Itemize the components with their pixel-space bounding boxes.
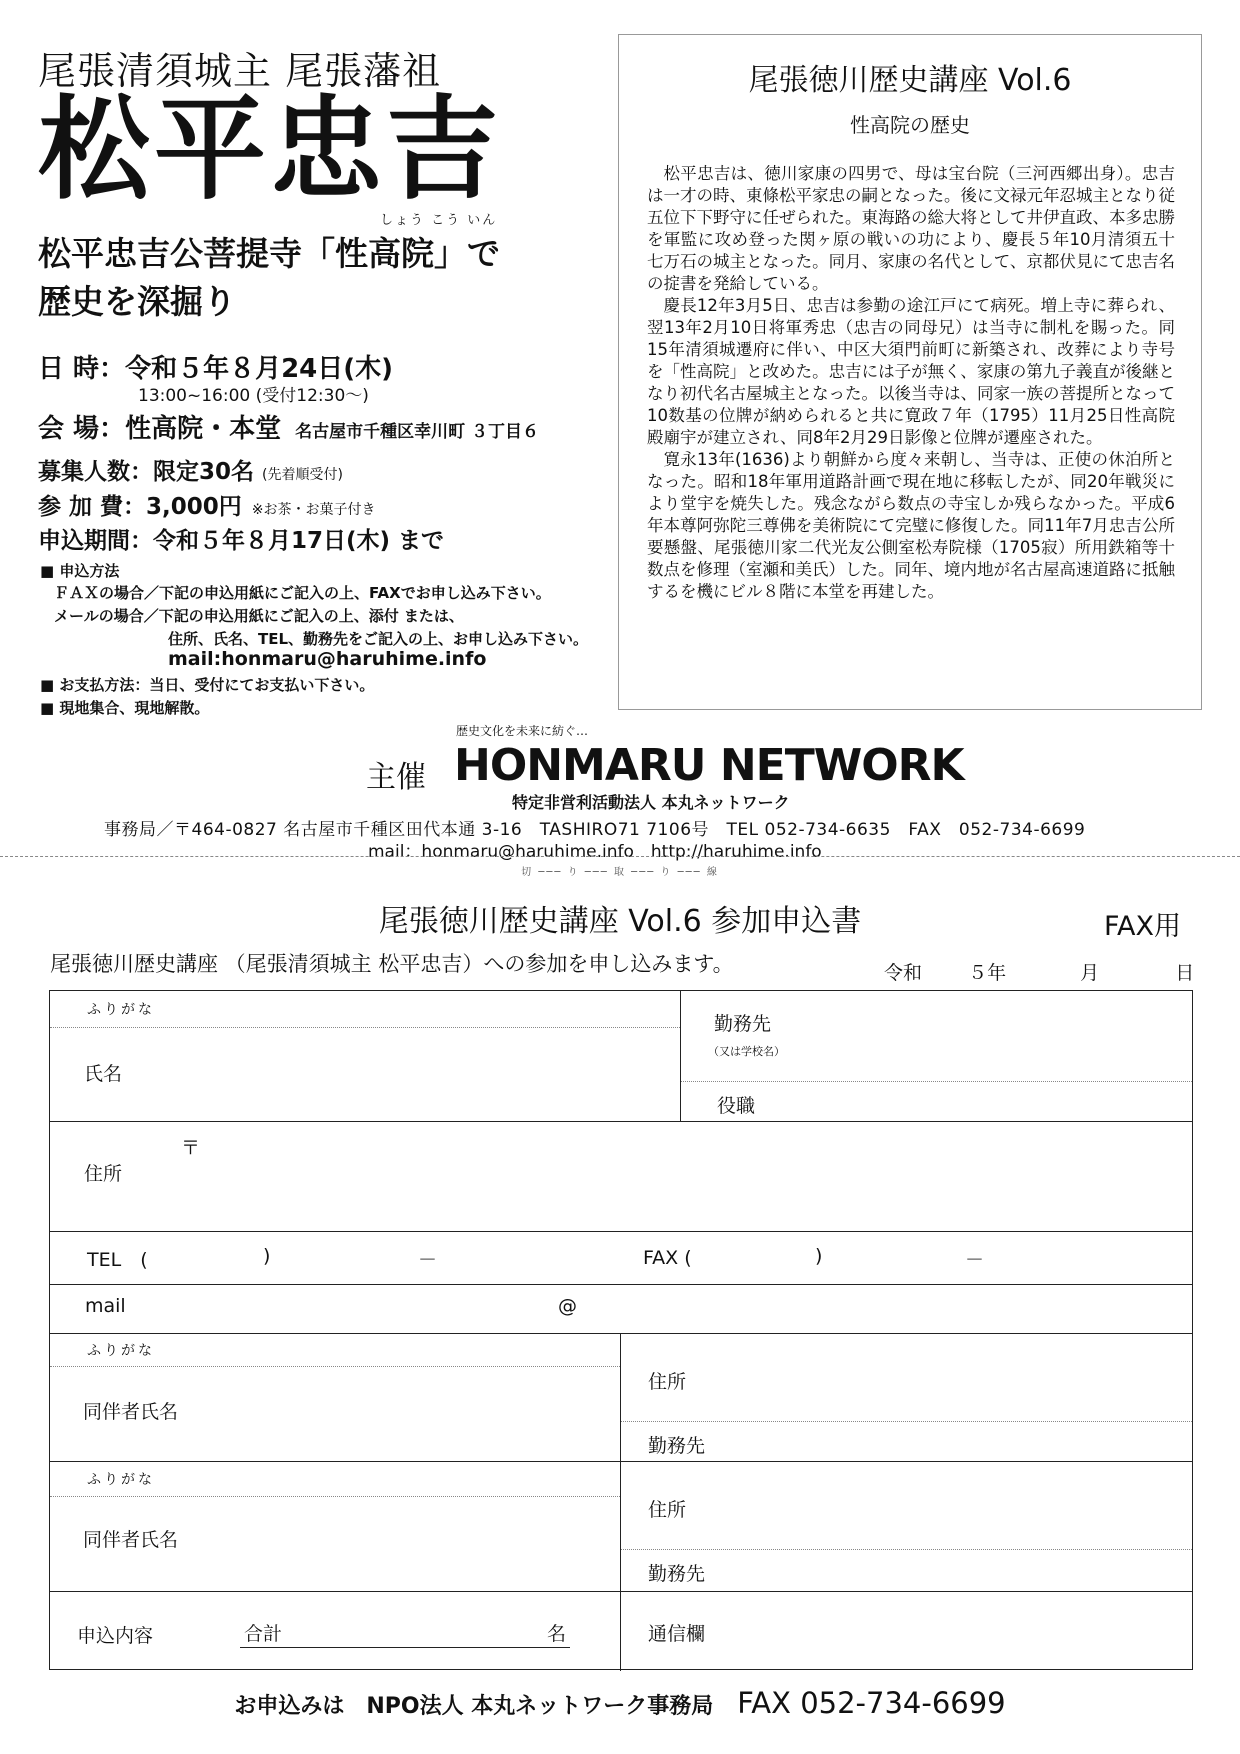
mail-method-1: メールの場合／下記の申込用紙にご記入の上、添付 または、 — [54, 607, 464, 625]
fee-note: ※お茶・お菓子付き — [251, 502, 376, 518]
venue-label: 会 場： — [38, 414, 126, 444]
companion-address-label: 住所 — [648, 1499, 687, 1521]
period-label: 申込期間： — [38, 528, 153, 554]
tel-dash: － — [418, 1249, 438, 1271]
mail-address[interactable]: mail:honmaru@haruhime.info — [168, 648, 487, 670]
address-field[interactable] — [210, 1129, 1180, 1225]
address-label: 住所 — [84, 1163, 123, 1185]
footer — [0, 1686, 1240, 1720]
companion-workplace-field[interactable] — [720, 1425, 1186, 1457]
capacity-value: 限定30名 — [153, 459, 255, 485]
event-time: 13:00~16:00 (受付12:30～) — [138, 386, 369, 406]
cut-line — [0, 856, 1240, 857]
fax-method: ＦＡＸの場合／下記の申込用紙にご記入の上、FAXでお申し込み下さい。 — [54, 584, 551, 602]
headline-line-1: 松平忠吉公菩提寺「性高院」で — [38, 234, 500, 273]
content-label: 申込内容 — [77, 1625, 154, 1647]
workplace-label: 勤務先 — [714, 1013, 772, 1035]
date-day: 日 — [1175, 962, 1195, 984]
event-date — [38, 348, 393, 385]
history-paragraph: 寛永13年(1636)より朝鮮から度々来朝し、当寺は、正使の休泊所となった。昭和18年軍用道路計画で現在地に移転したが、同20年戦災により堂宇を焼失した。残念ながら数点の寺宝しか残らなかった。平成6年本尊阿弥陀三尊佛を美術院にて完璧に修復した。同11年7月忠吉公所要懸盤、尾張徳川家二代光友公側室松寿院様（1705寂）所用鉄箱等十数点を修理（室瀬和美氏）した。同年、境内地が名古屋高速道路に抵触するを機にビル８階に本堂を再建した。 — [647, 450, 1175, 601]
event-venue — [38, 408, 539, 445]
fee-value: 3,000円 — [146, 494, 242, 520]
history-body — [647, 163, 1175, 603]
name-field[interactable] — [58, 1031, 668, 1117]
form-intro: 尾張徳川歴史講座 （尾張清須城主 松平忠吉）への参加を申し込みます。 — [50, 952, 734, 976]
capacity-label: 募集人数： — [38, 459, 153, 485]
tel-field[interactable] — [160, 1237, 630, 1277]
fax-paren-close: ) — [815, 1245, 823, 1267]
companion-workplace-field[interactable] — [720, 1553, 1186, 1585]
event-period — [38, 522, 444, 555]
workplace-note: （又は学校名） — [708, 1045, 785, 1058]
fax-field[interactable] — [710, 1237, 1180, 1277]
history-paragraph: 松平忠吉は、徳川家康の四男で、母は宝台院（三河西郷出身）。忠吉は一才の時、東條松平家忠の嗣となった。後に文禄元年忍城主となり従五位下下野守に任ぜられた。東海路の総大将として井伊直政、本多忠勝を軍監に攻め登った関ヶ原の戦いの功により、慶長５年10月清須五十七万石の城主となった。同月、家康の名代として、京都伏見にて忠吉名の掟書を発給している。 — [647, 164, 1175, 293]
fax-use-label: FAX用 — [1104, 911, 1182, 942]
mail-method-2: 住所、氏名、TEL、勤務先をご記入の上、お申し込み下さい。 — [168, 630, 589, 648]
date-value: 令和５年８月24日(木) — [125, 354, 394, 384]
organizer-logo-name: HONMARU NETWORK — [454, 740, 964, 791]
organizer-office: 事務局／〒464-0827 名古屋市千種区田代本通 3-16 TASHIRO71 7106号 TEL 052-734-6635 FAX 052-734-6699 — [104, 820, 1086, 840]
date-year: ５年 — [968, 962, 1007, 984]
companion-address-field[interactable] — [700, 1469, 1186, 1545]
date-month: 月 — [1080, 962, 1100, 984]
position-field[interactable] — [790, 1085, 1186, 1117]
venue-address: 名古屋市千種区幸川町 ３丁目６ — [295, 422, 539, 442]
history-paragraph: 慶長12年3月5日、忠吉は参勤の途江戸にて病死。増上寺に葬られ、翌13年2月10日将軍秀忠（忠吉の同母兄）は当寺に制札を賜った。同15年清須城遷府に伴い、中区大須門前町に新築され、改葬により寺号を「性高院」と改めた。忠吉には子が無く、家康の第九子義直が後継となり初代名古屋城主となった。以後当寺は、同家一族の菩提所となって10数基の位牌が納められると共に寛政７年（1795）11月25日性高院殿廟宇が建立され、同8年2月29日影像と位牌が遷座された。 — [647, 296, 1175, 447]
date-label: 日 時： — [38, 354, 126, 384]
headline-line-2: 歴史を深掘り — [38, 282, 236, 321]
organizer-host-label: 主催 — [366, 760, 426, 795]
companion-name-label: 同伴者氏名 — [83, 1529, 179, 1551]
workplace-field[interactable] — [810, 997, 1186, 1077]
fax-dash: － — [965, 1249, 985, 1271]
cut-line-label: 切 ─── り ─── 取 ─── り ─── 線 — [521, 867, 719, 878]
organizer-name-jp: 特定非営利活動法人 本丸ネットワーク — [512, 793, 790, 812]
form-title: 尾張徳川歴史講座 Vol.6 参加申込書 — [378, 904, 862, 939]
payment-note: ■ お支払方法：当日、受付にてお支払い下さい。 — [40, 676, 375, 694]
companion-workplace-label: 勤務先 — [648, 1435, 706, 1457]
tel-paren-close: ) — [263, 1245, 271, 1267]
method-heading: ■ 申込方法 — [40, 562, 120, 580]
at-mark: @ — [558, 1295, 577, 1317]
postal-mark: 〒 — [181, 1137, 201, 1159]
organizer-contact[interactable]: mail：honmaru@haruhime.info http://haruhime.info — [368, 842, 822, 862]
total-count-field[interactable] — [300, 1609, 530, 1645]
total-label: 合計 — [244, 1623, 283, 1645]
furigana-ruby: しょう こう いん — [380, 213, 498, 228]
period-value: 令和５年８月17日(木) まで — [153, 528, 445, 554]
event-fee — [38, 488, 376, 521]
fax-field-label: FAX ( — [643, 1247, 692, 1269]
meeting-note: ■ 現地集合、現地解散。 — [40, 699, 210, 717]
tel-label: TEL ( — [87, 1249, 148, 1271]
companion-address-field[interactable] — [700, 1341, 1186, 1417]
application-form — [49, 990, 1193, 1670]
notes-label: 通信欄 — [648, 1623, 706, 1645]
name-label: 氏名 — [84, 1063, 123, 1085]
mail-field[interactable] — [140, 1289, 1180, 1327]
mail-label: mail — [85, 1295, 126, 1317]
position-label: 役職 — [717, 1095, 756, 1117]
history-subtitle: 性高院の歴史 — [850, 113, 970, 137]
companion-name-field[interactable] — [200, 1501, 610, 1585]
history-box — [618, 34, 1202, 710]
event-capacity — [38, 453, 343, 486]
furigana-label: ふりがな — [87, 1343, 155, 1359]
capacity-note: (先着順受付) — [262, 467, 343, 483]
form-date — [884, 958, 1194, 985]
companion-name-label: 同伴者氏名 — [83, 1401, 179, 1423]
companion-workplace-label: 勤務先 — [648, 1563, 706, 1585]
main-title: 松平忠吉 — [38, 84, 502, 215]
event-subtitle: 尾張清須城主 尾張藩祖 — [38, 49, 442, 93]
date-era: 令和 — [884, 962, 923, 984]
footer-fax: FAX 052-734-6699 — [737, 1686, 1006, 1720]
organizer-tagline: 歴史文化を未来に紡ぐ… — [456, 724, 589, 738]
venue-value: 性高院・本堂 — [125, 414, 282, 444]
people-unit: 名 — [547, 1623, 567, 1645]
companion-address-label: 住所 — [648, 1371, 687, 1393]
notes-field[interactable] — [730, 1599, 1186, 1663]
furigana-label: ふりがな — [87, 1472, 155, 1488]
fee-label: 参 加 費： — [38, 494, 147, 520]
history-title: 尾張徳川歴史講座 Vol.6 — [748, 63, 1072, 98]
footer-text: お申込みは NPO法人 本丸ネットワーク事務局 — [234, 1694, 714, 1719]
companion-name-field[interactable] — [200, 1371, 610, 1455]
furigana-label: ふりがな — [87, 1002, 155, 1018]
